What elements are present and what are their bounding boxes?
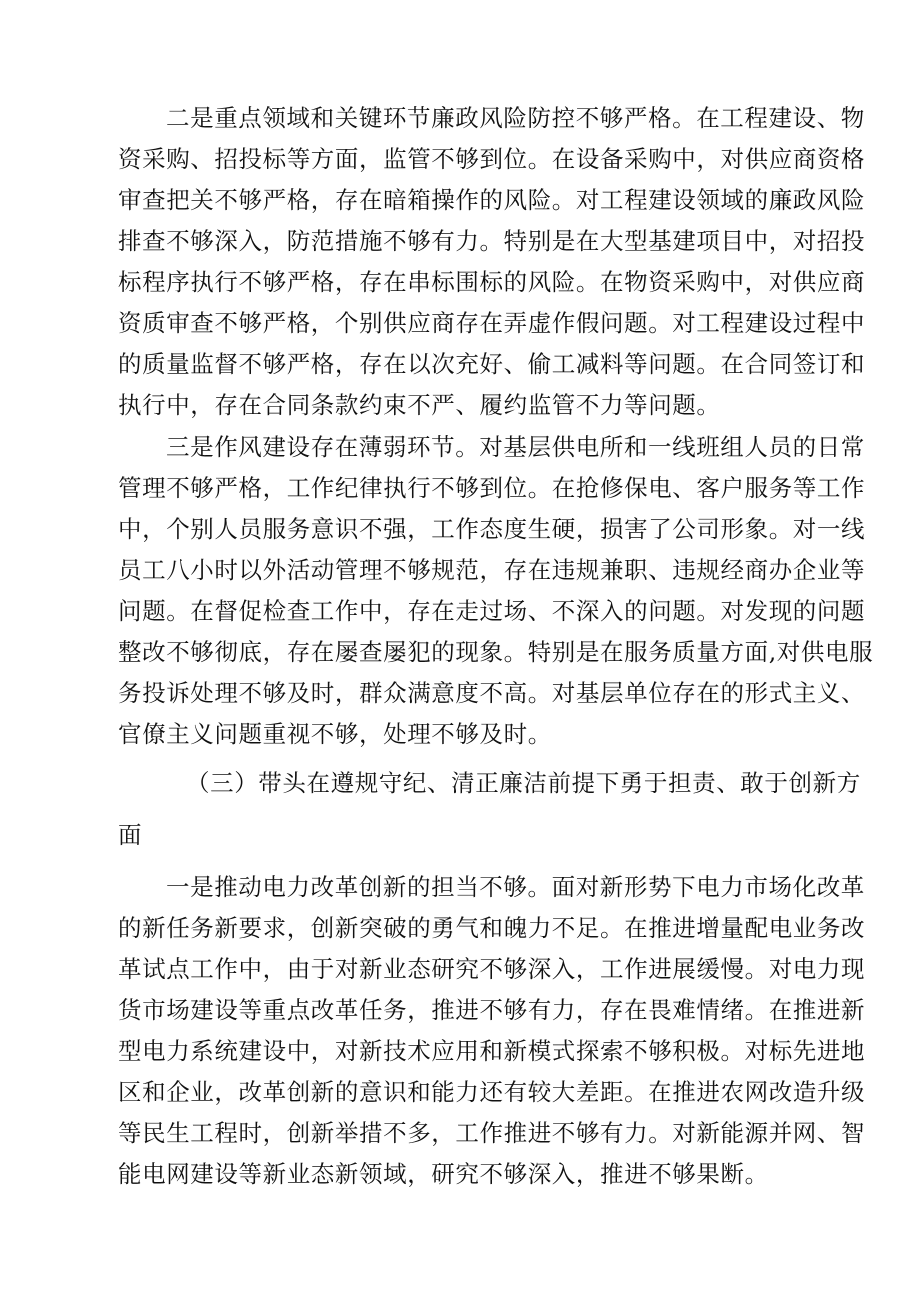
paragraph-3-line-8: 官僚主义问题重视不够，处理不够及时。	[118, 720, 552, 748]
paragraph-2-line-6: 资质审查不够严格，个别供应商存在弄虚作假问题。对工程建设过程中	[118, 309, 866, 337]
paragraph-4-line-7: 等民生工程时，创新举措不多，工作推进不够有力。对新能源并网、智	[118, 1119, 866, 1147]
paragraph-2-line-2: 资采购、招投标等方面，监管不够到位。在设备采购中，对供应商资格	[118, 145, 866, 173]
paragraph-3-line-5: 问题。在督促检查工作中，存在走过场、不深入的问题。对发现的问题	[118, 597, 866, 625]
paragraph-3-line-1: 三是作风建设存在薄弱环节。对基层供电所和一线班组人员的日常	[166, 433, 865, 461]
paragraph-4-line-2: 的新任务新要求，创新突破的勇气和魄力不足。在推进增量配电业务改	[118, 914, 866, 942]
paragraph-4-line-6: 区和企业，改革创新的意识和能力还有较大差距。在推进农网改造升级	[118, 1078, 866, 1106]
paragraph-4-line-4: 货市场建设等重点改革任务，推进不够有力，存在畏难情绪。在推进新	[118, 996, 866, 1024]
paragraph-2-line-8: 执行中，存在合同条款约束不严、履约监管不力等问题。	[118, 391, 721, 419]
paragraph-3-line-7: 务投诉处理不够及时，群众满意度不高。对基层单位存在的形式主义、	[118, 679, 866, 707]
paragraph-4-line-1: 一是推动电力改革创新的担当不够。面对新形势下电力市场化改革	[166, 873, 865, 901]
paragraph-4-line-3: 革试点工作中，由于对新业态研究不够深入，工作进展缓慢。对电力现	[118, 955, 866, 983]
paragraph-2-line-4: 排查不够深入，防范措施不够有力。特别是在大型基建项目中，对招投	[118, 227, 866, 255]
paragraph-4-line-5: 型电力系统建设中，对新技术应用和新模式探索不够积极。对标先进地	[118, 1037, 866, 1065]
paragraph-4-line-8: 能电网建设等新业态新领域，研究不够深入，推进不够果断。	[118, 1160, 769, 1188]
paragraph-2-line-3: 审查把关不够严格，存在暗箱操作的风险。对工程建设领域的廉政风险	[118, 186, 866, 214]
section-heading-line-2: 面	[118, 821, 143, 849]
paragraph-3-line-3: 中，个别人员服务意识不强，工作态度生硬，损害了公司形象。对一线	[118, 515, 866, 543]
paragraph-2-line-7: 的质量监督不够严格，存在以次充好、偷工减料等问题。在合同签订和	[118, 350, 866, 378]
paragraph-3-line-6: 整改不够彻底，存在屡查屡犯的现象。特别是在服务质量方面,对供电服	[118, 638, 874, 666]
paragraph-2-line-1: 二是重点领域和关键环节廉政风险防控不够严格。在工程建设、物	[166, 104, 865, 132]
paragraph-2-line-5: 标程序执行不够严格，存在串标围标的风险。在物资采购中，对供应商	[118, 268, 866, 296]
section-heading-line-1: （三）带头在遵规守纪、清正廉洁前提下勇于担责、敢于创新方	[186, 769, 861, 797]
paragraph-3-line-2: 管理不够严格，工作纪律执行不够到位。在抢修保电、客户服务等工作	[118, 474, 866, 502]
paragraph-3-line-4: 员工八小时以外活动管理不够规范，存在违规兼职、违规经商办企业等	[118, 556, 866, 584]
